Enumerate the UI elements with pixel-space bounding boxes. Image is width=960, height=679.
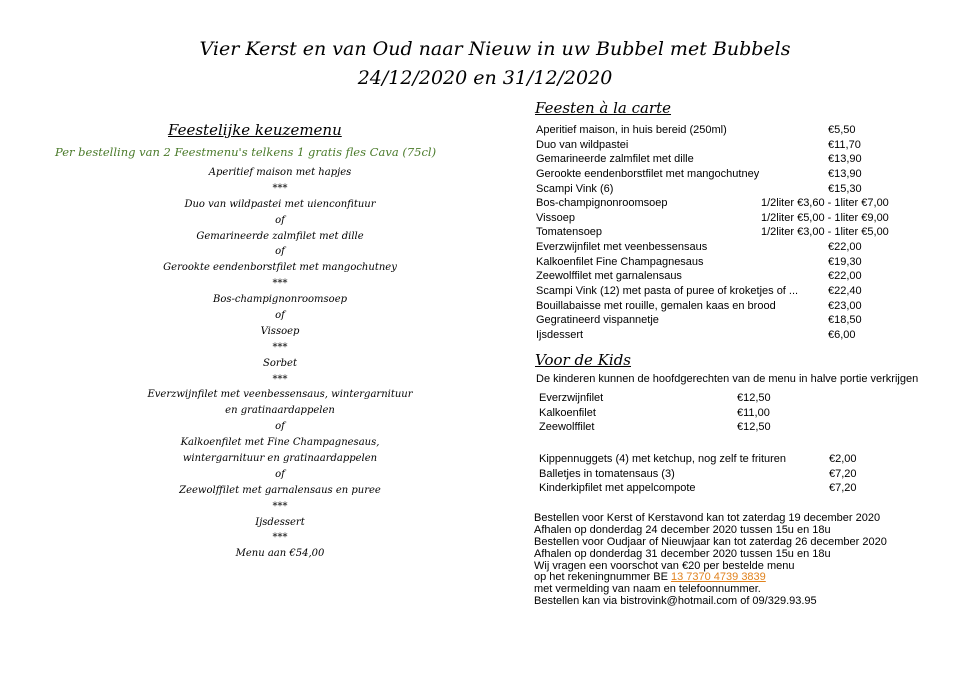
menu-line: Duo van wildpastei met uienconfituur (184, 198, 376, 210)
item-price: €7,20 (829, 467, 857, 480)
kids-heading: Voor de Kids (535, 351, 632, 369)
item-price: €7,20 (829, 482, 857, 495)
item-price: €22,40 (828, 285, 862, 298)
info-line: Afhalen op donderdag 31 december 2020 tussen 15u en 18u (534, 547, 831, 560)
item-name: Scampi Vink (6) (536, 182, 614, 195)
choice-separator: of (275, 468, 285, 480)
kids-extras-list (539, 452, 879, 496)
choice-separator: of (275, 214, 285, 226)
item-name: Zeewolffilet met garnalensaus (536, 270, 682, 283)
info-line: Afhalen op donderdag 24 december 2020 tussen 15u en 18u (534, 523, 831, 536)
carte-heading: Feesten à la carte (535, 99, 672, 117)
item-price: €23,00 (828, 299, 862, 312)
kids-mains-list (539, 391, 839, 435)
info-line: Bestellen voor Kerst of Kerstavond kan tot zaterdag 19 december 2020 (534, 512, 881, 524)
item-price: €5,50 (828, 124, 856, 136)
menu-line: Gemarineerde zalmfilet met dille (196, 230, 364, 242)
keuzemenu-subheading: Per bestelling van 2 Feestmenu's telkens 1 gratis fles Cava (75cl) (55, 145, 437, 159)
item-name: Bos-champignonroomsoep (536, 197, 668, 210)
keuzemenu-heading: Feestelijke keuzemenu (168, 121, 342, 139)
item-price: €15,30 (828, 182, 862, 195)
item-price: €13,90 (828, 167, 862, 180)
item-price: €18,50 (828, 314, 862, 327)
item-price: 1/2liter €5,00 - 1liter €9,00 (761, 211, 889, 224)
item-name: Gerookte eendenborstfilet met mangochutney (536, 167, 760, 180)
item-name: Ijsdessert (536, 328, 584, 341)
item-name: Zeewolffilet (539, 421, 595, 434)
menu-line: Zeewolffilet met garnalensaus en puree (179, 484, 381, 496)
order-info (534, 513, 887, 608)
item-price: €6,00 (828, 328, 856, 341)
item-name: Kippennuggets (4) met ketchup, nog zelf te frituren (539, 453, 787, 465)
item-name: Everzwijnfilet met veenbessensaus (536, 241, 708, 254)
menu-item-row (536, 152, 916, 167)
menu-line: wintergarnituur en gratinaardappelen (182, 453, 378, 465)
course-separator: *** (272, 341, 288, 353)
menu-line: Everzwijnfilet met veenbessensaus, wintergarnituur (147, 389, 413, 401)
item-price: €19,30 (828, 255, 862, 268)
course-separator: *** (272, 373, 288, 385)
account-number-link[interactable]: 13 7370 4739 3839 (670, 571, 766, 584)
menu-line: Ijsdessert (255, 516, 305, 528)
menu-item-row (536, 284, 916, 299)
menu-item-row (539, 406, 839, 421)
account-prefix: op het rekeningnummer BE (534, 571, 671, 584)
item-name: Bouillabaisse met rouille, gemalen kaas en brood (536, 299, 776, 312)
menu-line: Vissoep (260, 325, 300, 337)
item-name: Vissoep (536, 211, 575, 224)
menu-line: Sorbet (263, 357, 297, 369)
carte-list (536, 123, 916, 343)
item-price: 1/2liter €3,60 - 1liter €7,00 (761, 197, 889, 210)
info-line: Wij vragen een voorschot van €20 per bestelde menu (534, 559, 795, 572)
course-separator: *** (272, 532, 288, 544)
menu-item-row (536, 211, 916, 226)
menu-line: Gerookte eendenborstfilet met mangochutney (163, 262, 397, 274)
course-separator: *** (272, 182, 288, 194)
menu-item-row (536, 240, 916, 255)
choice-separator: of (275, 246, 285, 258)
item-name: Gemarineerde zalmfilet met dille (536, 153, 694, 166)
item-name: Balletjes in tomatensaus (3) (539, 467, 675, 480)
item-name: Everzwijnfilet (539, 392, 604, 404)
course-separator: *** (272, 278, 288, 290)
kids-note: De kinderen kunnen de hoofdgerechten van de menu in halve portie verkrijgen (536, 373, 919, 385)
info-line: Bestellen voor Oudjaar of Nieuwjaar kan tot zaterdag 26 december 2020 (534, 535, 887, 548)
page-dates: 24/12/2020 en 31/12/2020 (357, 67, 613, 89)
info-line: met vermelding van naam en telefoonnummer. (534, 583, 761, 596)
menu-item-row (539, 467, 879, 482)
menu-item-row (536, 255, 916, 270)
menu-item-row (539, 481, 879, 496)
item-name: Gegratineerd vispannetje (536, 314, 659, 327)
item-price: €12,50 (737, 392, 771, 404)
item-price: €11,00 (737, 406, 770, 419)
item-price: 1/2liter €3,00 - 1liter €5,00 (761, 226, 889, 239)
info-line: Bestellen kan via bistrovink@hotmail.com of 09/329.93.95 (534, 595, 817, 608)
menu-line: en gratinaardappelen (225, 405, 335, 417)
menu-item-row (536, 182, 916, 197)
menu-item-row (536, 196, 916, 211)
item-price: €13,90 (828, 153, 862, 166)
menu-item-row (536, 123, 916, 138)
item-name: Kalkoenfilet Fine Champagnesaus (536, 255, 704, 268)
item-price: €22,00 (828, 241, 862, 254)
item-name: Kalkoenfilet (539, 406, 596, 419)
item-price: €11,70 (828, 138, 861, 151)
menu-item-row (539, 452, 879, 467)
menu-item-row (536, 313, 916, 328)
menu-line: Kalkoenfilet met Fine Champagnesaus, (180, 437, 380, 449)
item-name: Scampi Vink (12) met pasta of puree of kroketjes of ... (536, 285, 799, 298)
menu-line: Bos-champignonroomsoep (212, 294, 348, 306)
choice-separator: of (275, 310, 285, 322)
menu-line: Menu aan €54,00 (235, 548, 325, 560)
item-name: Aperitief maison, in huis bereid (250ml) (536, 124, 727, 136)
item-name: Duo van wildpastei (536, 138, 629, 151)
item-name: Tomatensoep (536, 226, 603, 239)
menu-item-row (539, 391, 839, 406)
menu-line: Aperitief maison met hapjes (208, 167, 352, 178)
item-price: €22,00 (828, 270, 862, 283)
keuzemenu-lines (110, 165, 450, 562)
menu-item-row (539, 420, 839, 435)
menu-item-row (536, 138, 916, 153)
page-title: Vier Kerst en van Oud naar Nieuw in uw Bubbel met Bubbels (199, 38, 791, 60)
menu-item-row (536, 225, 916, 240)
course-separator: *** (272, 500, 288, 512)
menu-item-row (536, 328, 916, 343)
menu-item-row (536, 299, 916, 314)
menu-item-row (536, 269, 916, 284)
item-price: €12,50 (737, 421, 771, 434)
item-name: Kinderkipfilet met appelcompote (539, 482, 696, 495)
item-price: €2,00 (829, 453, 857, 465)
choice-separator: of (275, 421, 285, 433)
menu-item-row (536, 167, 916, 182)
